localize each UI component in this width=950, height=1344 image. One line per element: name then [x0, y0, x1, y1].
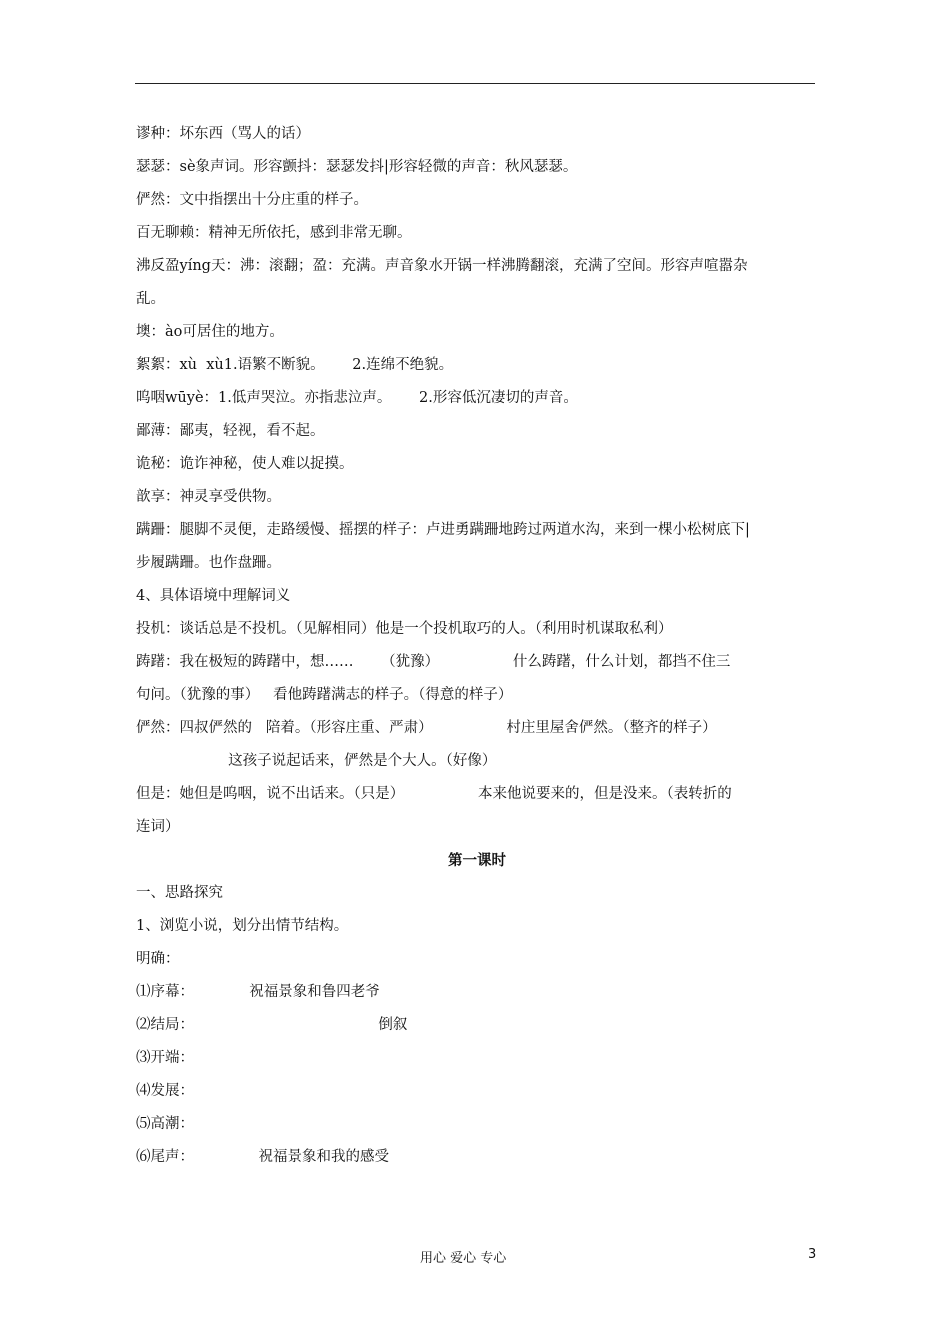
text-line: 步履蹒跚。也作盘跚。	[136, 555, 281, 571]
text-line: ⑷发展：	[136, 1083, 194, 1099]
text-line: 句问。（犹豫的事） 看他踌躇满志的样子。（得意的样子）	[136, 687, 513, 703]
text-line: 1、浏览小说，划分出情节结构。	[136, 918, 349, 934]
text-line: 俨然：文中指摆出十分庄重的样子。	[136, 192, 368, 208]
text-line: 沸反盈yíng天：沸：滚翻；盈：充满。声音象水开锅一样沸腾翻滚，充满了空间。形容声喧嚣杂	[136, 258, 748, 274]
page-number: 3	[808, 1247, 817, 1262]
text-line: 诡秘：诡诈神秘，使人难以捉摸。	[136, 456, 354, 472]
text-line: 这孩子说起话来，俨然是个大人。（好像）	[136, 753, 497, 769]
text-line: 连词）	[136, 819, 180, 835]
text-line: 谬种：坏东西（骂人的话）	[136, 126, 310, 142]
text-line: 絮絮：xù xù1.语繁不断貌。 2.连绵不绝貌。	[136, 357, 454, 373]
text-line: 4、具体语境中理解词义	[136, 588, 291, 604]
header-rule	[135, 83, 815, 84]
text-line: ⑶开端：	[136, 1050, 194, 1066]
text-line: 但是：她但是呜咽，说不出话来。（只是） 本来他说要来的，但是没来。（表转折的	[136, 786, 732, 802]
document-body	[136, 118, 818, 1174]
text-line: 百无聊赖：精神无所依托，感到非常无聊。	[136, 225, 412, 241]
text-line: 投机：谈话总是不投机。（见解相同）他是一个投机取巧的人。（利用时机谋取私利）	[136, 621, 673, 637]
text-line: ⑸高潮：	[136, 1116, 194, 1132]
text-line: 瑟瑟：sè象声词。形容颤抖：瑟瑟发抖|形容轻微的声音：秋风瑟瑟。	[136, 159, 578, 175]
text-line: 墺：ào可居住的地方。	[136, 324, 284, 340]
text-line: ⑹尾声： 祝福景象和我的感受	[136, 1149, 390, 1165]
text-line: 乱。	[136, 291, 165, 307]
section-heading: 第一课时	[448, 852, 506, 869]
text-line: 明确：	[136, 951, 180, 967]
text-line: 踌躇：我在极短的踌躇中，想…… （犹豫） 什么踌躇，什么计划，都挡不住三	[136, 654, 731, 670]
text-line: 呜咽wūyè：1.低声哭泣。亦指悲泣声。 2.形容低沉凄切的声音。	[136, 390, 578, 406]
footer-text: 用心 爱心 专心	[420, 1251, 507, 1266]
text-line: ⑵结局： 倒叙	[136, 1017, 408, 1033]
text-line: 歆享：神灵享受供物。	[136, 489, 281, 505]
text-line: 一、思路探究	[136, 885, 223, 901]
text-line: ⑴序幕： 祝福景象和鲁四老爷	[136, 984, 380, 1000]
text-line: 蹒跚：腿脚不灵便，走路缓慢、摇摆的样子：卢进勇蹒跚地跨过两道水沟，来到一棵小松树底下|	[136, 522, 750, 538]
text-line: 鄙薄：鄙夷，轻视，看不起。	[136, 423, 325, 439]
text-line: 俨然：四叔俨然的 陪着。（形容庄重、严肃） 村庄里屋舍俨然。（整齐的样子）	[136, 720, 717, 736]
